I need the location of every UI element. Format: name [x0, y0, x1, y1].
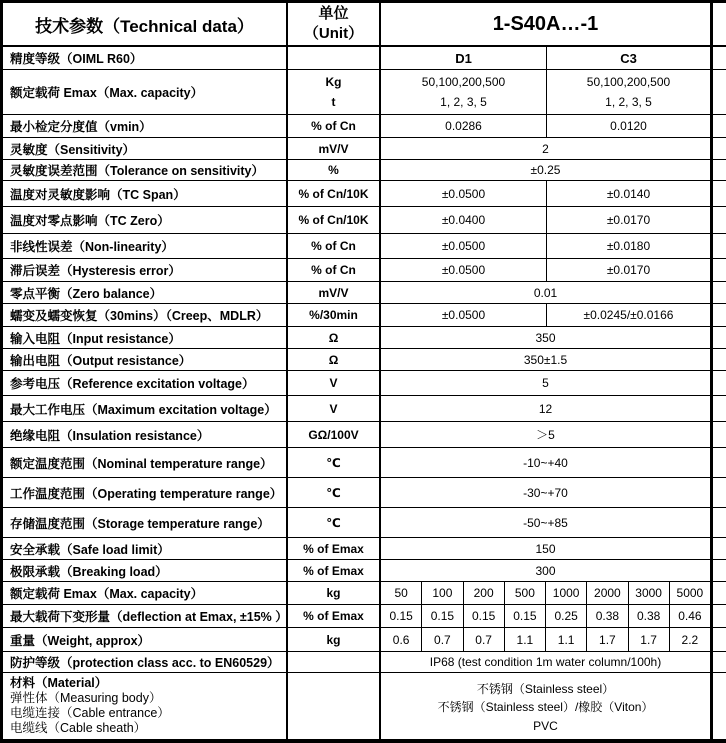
row-unit: Ω: [288, 349, 381, 370]
row-weight: [3, 628, 726, 652]
row-value: 2000: [587, 582, 628, 604]
row-values: [381, 628, 713, 651]
right-gutter: [713, 70, 726, 114]
value-c3: ±0.0170: [606, 213, 651, 227]
row-values: [381, 652, 713, 672]
row-values: [381, 304, 713, 326]
row-tolerance-sensitivity: [3, 160, 726, 181]
row-input-resistance: [3, 327, 726, 349]
row-unit: % of Emax: [288, 538, 381, 559]
row-vmin: [3, 115, 726, 138]
row-breaking-load: [3, 560, 726, 582]
right-gutter: [713, 304, 726, 326]
row-values: [381, 207, 713, 233]
right-gutter: [713, 478, 726, 507]
value-line: 50,100,200,500: [421, 75, 506, 89]
row-unit: % of Cn: [288, 115, 381, 137]
row-value: 3000: [629, 582, 670, 604]
right-gutter: [713, 181, 726, 206]
row-label: 零点平衡（Zero balance）: [3, 282, 288, 303]
unit-line: Kg: [325, 75, 342, 89]
row-non-linearity: [3, 234, 726, 259]
header-row: [3, 3, 726, 47]
row-value: -10~+40: [523, 455, 568, 470]
row-value: 300: [535, 563, 556, 578]
right-gutter: [713, 115, 726, 137]
row-values: [381, 508, 713, 537]
row-values: [381, 234, 713, 258]
unit-column-header: [288, 3, 381, 45]
row-label: 输入电阻（Input resistance）: [3, 327, 288, 348]
row-value: 1.1: [505, 628, 546, 651]
right-gutter: [713, 3, 726, 45]
row-label: 灵敏度（Sensitivity）: [3, 138, 288, 159]
row-value: -50~+85: [523, 515, 568, 530]
row-values: [381, 582, 713, 604]
value-d1: ±0.0500: [381, 304, 547, 326]
row-unit: kg: [288, 582, 381, 604]
row-value: 350±1.5: [523, 352, 568, 367]
row-protection-class: [3, 652, 726, 673]
value-d1: [381, 70, 547, 114]
row-label: 滞后误差（Hysteresis error）: [3, 259, 288, 281]
right-gutter: [713, 396, 726, 421]
row-hysteresis: [3, 259, 726, 282]
row-value: 1.7: [587, 628, 628, 651]
row-value: 1.1: [546, 628, 587, 651]
row-values: [381, 70, 713, 114]
row-unit: [288, 673, 381, 739]
value-line: 1, 2, 3, 5: [440, 95, 487, 109]
row-values: [381, 538, 713, 559]
right-gutter: [713, 508, 726, 537]
row-value: 0.46: [678, 609, 702, 623]
row-value: 2: [542, 141, 549, 156]
row-label: 蠕变及蠕变恢复（30mins）（Creep、MDLR）: [3, 304, 288, 326]
row-unit: [288, 47, 381, 69]
right-gutter: [713, 234, 726, 258]
row-label: 输出电阻（Output resistance）: [3, 349, 288, 370]
row-nominal-temp-range: [3, 448, 726, 478]
material-value: PVC: [533, 719, 558, 734]
value-c3: ±0.0245/±0.0166: [583, 308, 674, 322]
value-c3: ±0.0170: [606, 263, 651, 277]
right-gutter: [713, 538, 726, 559]
row-unit: % of Cn/10K: [288, 207, 381, 233]
right-gutter: [713, 628, 726, 651]
row-value: 5000: [676, 586, 704, 600]
row-material-block: [3, 673, 726, 739]
row-value: IP68 (test condition 1m water column/100h): [429, 655, 662, 669]
row-values: [381, 282, 713, 303]
row-insulation-resistance: [3, 422, 726, 448]
row-value: 0.6: [381, 628, 422, 651]
value-d1: ±0.0400: [381, 207, 547, 233]
row-value: 0.01: [533, 285, 558, 300]
row-unit: mV/V: [288, 138, 381, 159]
row-deflection: [3, 605, 726, 628]
row-label: 参考电压（Reference excitation voltage）: [3, 371, 288, 395]
row-unit: mV/V: [288, 282, 381, 303]
row-unit: ℃: [288, 448, 381, 477]
row-values: [381, 605, 713, 627]
row-unit: ℃: [288, 478, 381, 507]
row-capacity-kg: [3, 582, 726, 605]
row-unit: [288, 70, 381, 114]
row-values: [381, 560, 713, 581]
right-gutter: [713, 207, 726, 233]
row-unit: %/30min: [288, 304, 381, 326]
value-c3: [547, 70, 710, 114]
row-value: 0.15: [505, 605, 546, 627]
row-value: 50: [381, 582, 422, 604]
row-value: ＞5: [536, 428, 555, 442]
right-gutter: [713, 582, 726, 604]
row-unit: ℃: [288, 508, 381, 537]
material-label: 弹性体（Measuring body）: [10, 691, 162, 705]
row-unit: GΩ/100V: [288, 422, 381, 447]
row-tc-zero: [3, 207, 726, 234]
model-number-header: 1-S40A…-1: [381, 3, 713, 45]
value-c3: C3: [620, 50, 637, 66]
row-unit: % of Emax: [288, 560, 381, 581]
row-label: 非线性误差（Non-linearity）: [3, 234, 288, 258]
right-gutter: [713, 652, 726, 672]
row-values: [381, 47, 713, 69]
value-d1: ±0.0500: [381, 181, 547, 206]
row-value: 0.15: [381, 605, 422, 627]
row-value: 200: [464, 582, 505, 604]
row-value: 0.25: [546, 605, 587, 627]
right-gutter: [713, 560, 726, 581]
row-value: 0.38: [587, 605, 628, 627]
right-gutter: [713, 138, 726, 159]
row-safe-load-limit: [3, 538, 726, 560]
row-label: 工作温度范围（Operating temperature range）: [3, 478, 288, 507]
row-zero-balance: [3, 282, 726, 304]
row-value: 0.15: [464, 605, 505, 627]
row-unit: % of Cn: [288, 259, 381, 281]
row-value: 12: [538, 401, 553, 416]
value-line: 1, 2, 3, 5: [605, 95, 652, 109]
row-unit: kg: [288, 628, 381, 651]
row-values: [381, 160, 713, 180]
material-values: [381, 673, 713, 739]
row-unit: % of Cn: [288, 234, 381, 258]
value-c3: ±0.0140: [606, 186, 651, 201]
right-gutter: [713, 160, 726, 180]
right-gutter: [713, 448, 726, 477]
row-values: [381, 422, 713, 447]
row-values: [381, 115, 713, 137]
row-accuracy-class: [3, 47, 726, 70]
row-label: 最小检定分度值（vmin）: [3, 115, 288, 137]
row-label: 额定载荷 Emax（Max. capacity）: [3, 582, 288, 604]
row-value: 2.2: [681, 632, 699, 647]
row-values: [381, 349, 713, 370]
row-label: 灵敏度误差范围（Tolerance on sensitivity）: [3, 160, 288, 180]
row-values: [381, 478, 713, 507]
row-value: ±0.25: [530, 163, 561, 177]
row-label: 绝缘电阻（Insulation resistance）: [3, 422, 288, 447]
table-title: 技术参数（Technical data）: [3, 3, 288, 45]
row-label: 额定载荷 Emax（Max. capacity）: [3, 70, 288, 114]
material-labels: [3, 673, 288, 739]
row-label: 温度对零点影响（TC Zero）: [3, 207, 288, 233]
row-value: 100: [422, 582, 463, 604]
value-d1: D1: [381, 47, 547, 69]
row-unit: % of Cn/10K: [288, 181, 381, 206]
right-gutter: [713, 327, 726, 348]
right-gutter: [713, 422, 726, 447]
row-max-voltage: [3, 396, 726, 422]
right-gutter: [713, 47, 726, 69]
row-label: 温度对灵敏度影响（TC Span）: [3, 181, 288, 206]
row-tc-span: [3, 181, 726, 207]
unit-header-line1: 单位: [318, 4, 349, 22]
material-label: 材料（Material）: [10, 676, 108, 690]
row-values: [381, 396, 713, 421]
right-gutter: [713, 673, 726, 739]
row-label: 额定温度范围（Nominal temperature range）: [3, 448, 288, 477]
row-value: 0.7: [422, 628, 463, 651]
material-label: 电缆线（Cable sheath）: [10, 721, 147, 735]
row-value: 0.15: [422, 605, 463, 627]
row-unit: % of Emax: [288, 605, 381, 627]
row-value: 350: [535, 330, 556, 345]
row-max-capacity: [3, 70, 726, 115]
material-value: 不锈钢（Stainless steel）/橡胶（Viton）: [437, 700, 654, 715]
row-label: 极限承载（Breaking load）: [3, 560, 288, 581]
value-c3: ±0.0180: [606, 239, 651, 253]
right-gutter: [713, 282, 726, 303]
row-values: [381, 259, 713, 281]
value-c3: 0.0120: [610, 119, 647, 133]
row-reference-voltage: [3, 371, 726, 396]
row-value: 5: [542, 376, 549, 390]
unit-line: t: [331, 95, 336, 109]
row-value: 0.7: [464, 628, 505, 651]
row-unit: Ω: [288, 327, 381, 348]
value-d1: ±0.0500: [381, 259, 547, 281]
row-label: 最大载荷下变形量（deflection at Emax, ±15% ）: [3, 605, 288, 627]
row-value: 500: [505, 582, 546, 604]
row-operating-temp-range: [3, 478, 726, 508]
material-label: 电缆连接（Cable entrance）: [10, 706, 170, 720]
right-gutter: [713, 371, 726, 395]
row-unit: %: [288, 160, 381, 180]
row-creep: [3, 304, 726, 327]
material-value: 不锈钢（Stainless steel）: [476, 681, 615, 696]
row-value: 150: [535, 541, 556, 556]
right-gutter: [713, 605, 726, 627]
row-label: 精度等级（OIML R60）: [3, 47, 288, 69]
value-d1: ±0.0500: [381, 234, 547, 258]
right-gutter: [713, 349, 726, 370]
row-label: 存储温度范围（Storage temperature range）: [3, 508, 288, 537]
value-d1: 0.0286: [381, 115, 547, 137]
row-value: -30~+70: [523, 485, 568, 500]
row-values: [381, 371, 713, 395]
right-gutter: [713, 259, 726, 281]
row-label: 防护等级（protection class acc. to EN60529）: [3, 652, 288, 672]
row-values: [381, 138, 713, 159]
row-values: [381, 327, 713, 348]
row-label: 最大工作电压（Maximum excitation voltage）: [3, 396, 288, 421]
row-values: [381, 181, 713, 206]
row-unit: V: [288, 396, 381, 421]
row-unit: V: [288, 371, 381, 395]
row-storage-temp-range: [3, 508, 726, 538]
row-label: 重量（Weight, approx）: [3, 628, 288, 651]
row-output-resistance: [3, 349, 726, 371]
row-unit: [288, 652, 381, 672]
row-label: 安全承载（Safe load limit）: [3, 538, 288, 559]
row-value: 1000: [546, 582, 587, 604]
row-sensitivity: [3, 138, 726, 160]
row-values: [381, 448, 713, 477]
value-line: 50,100,200,500: [586, 75, 671, 89]
unit-header-line2: （Unit）: [303, 25, 364, 42]
row-value: 0.38: [629, 605, 670, 627]
row-value: 1.7: [629, 628, 670, 651]
